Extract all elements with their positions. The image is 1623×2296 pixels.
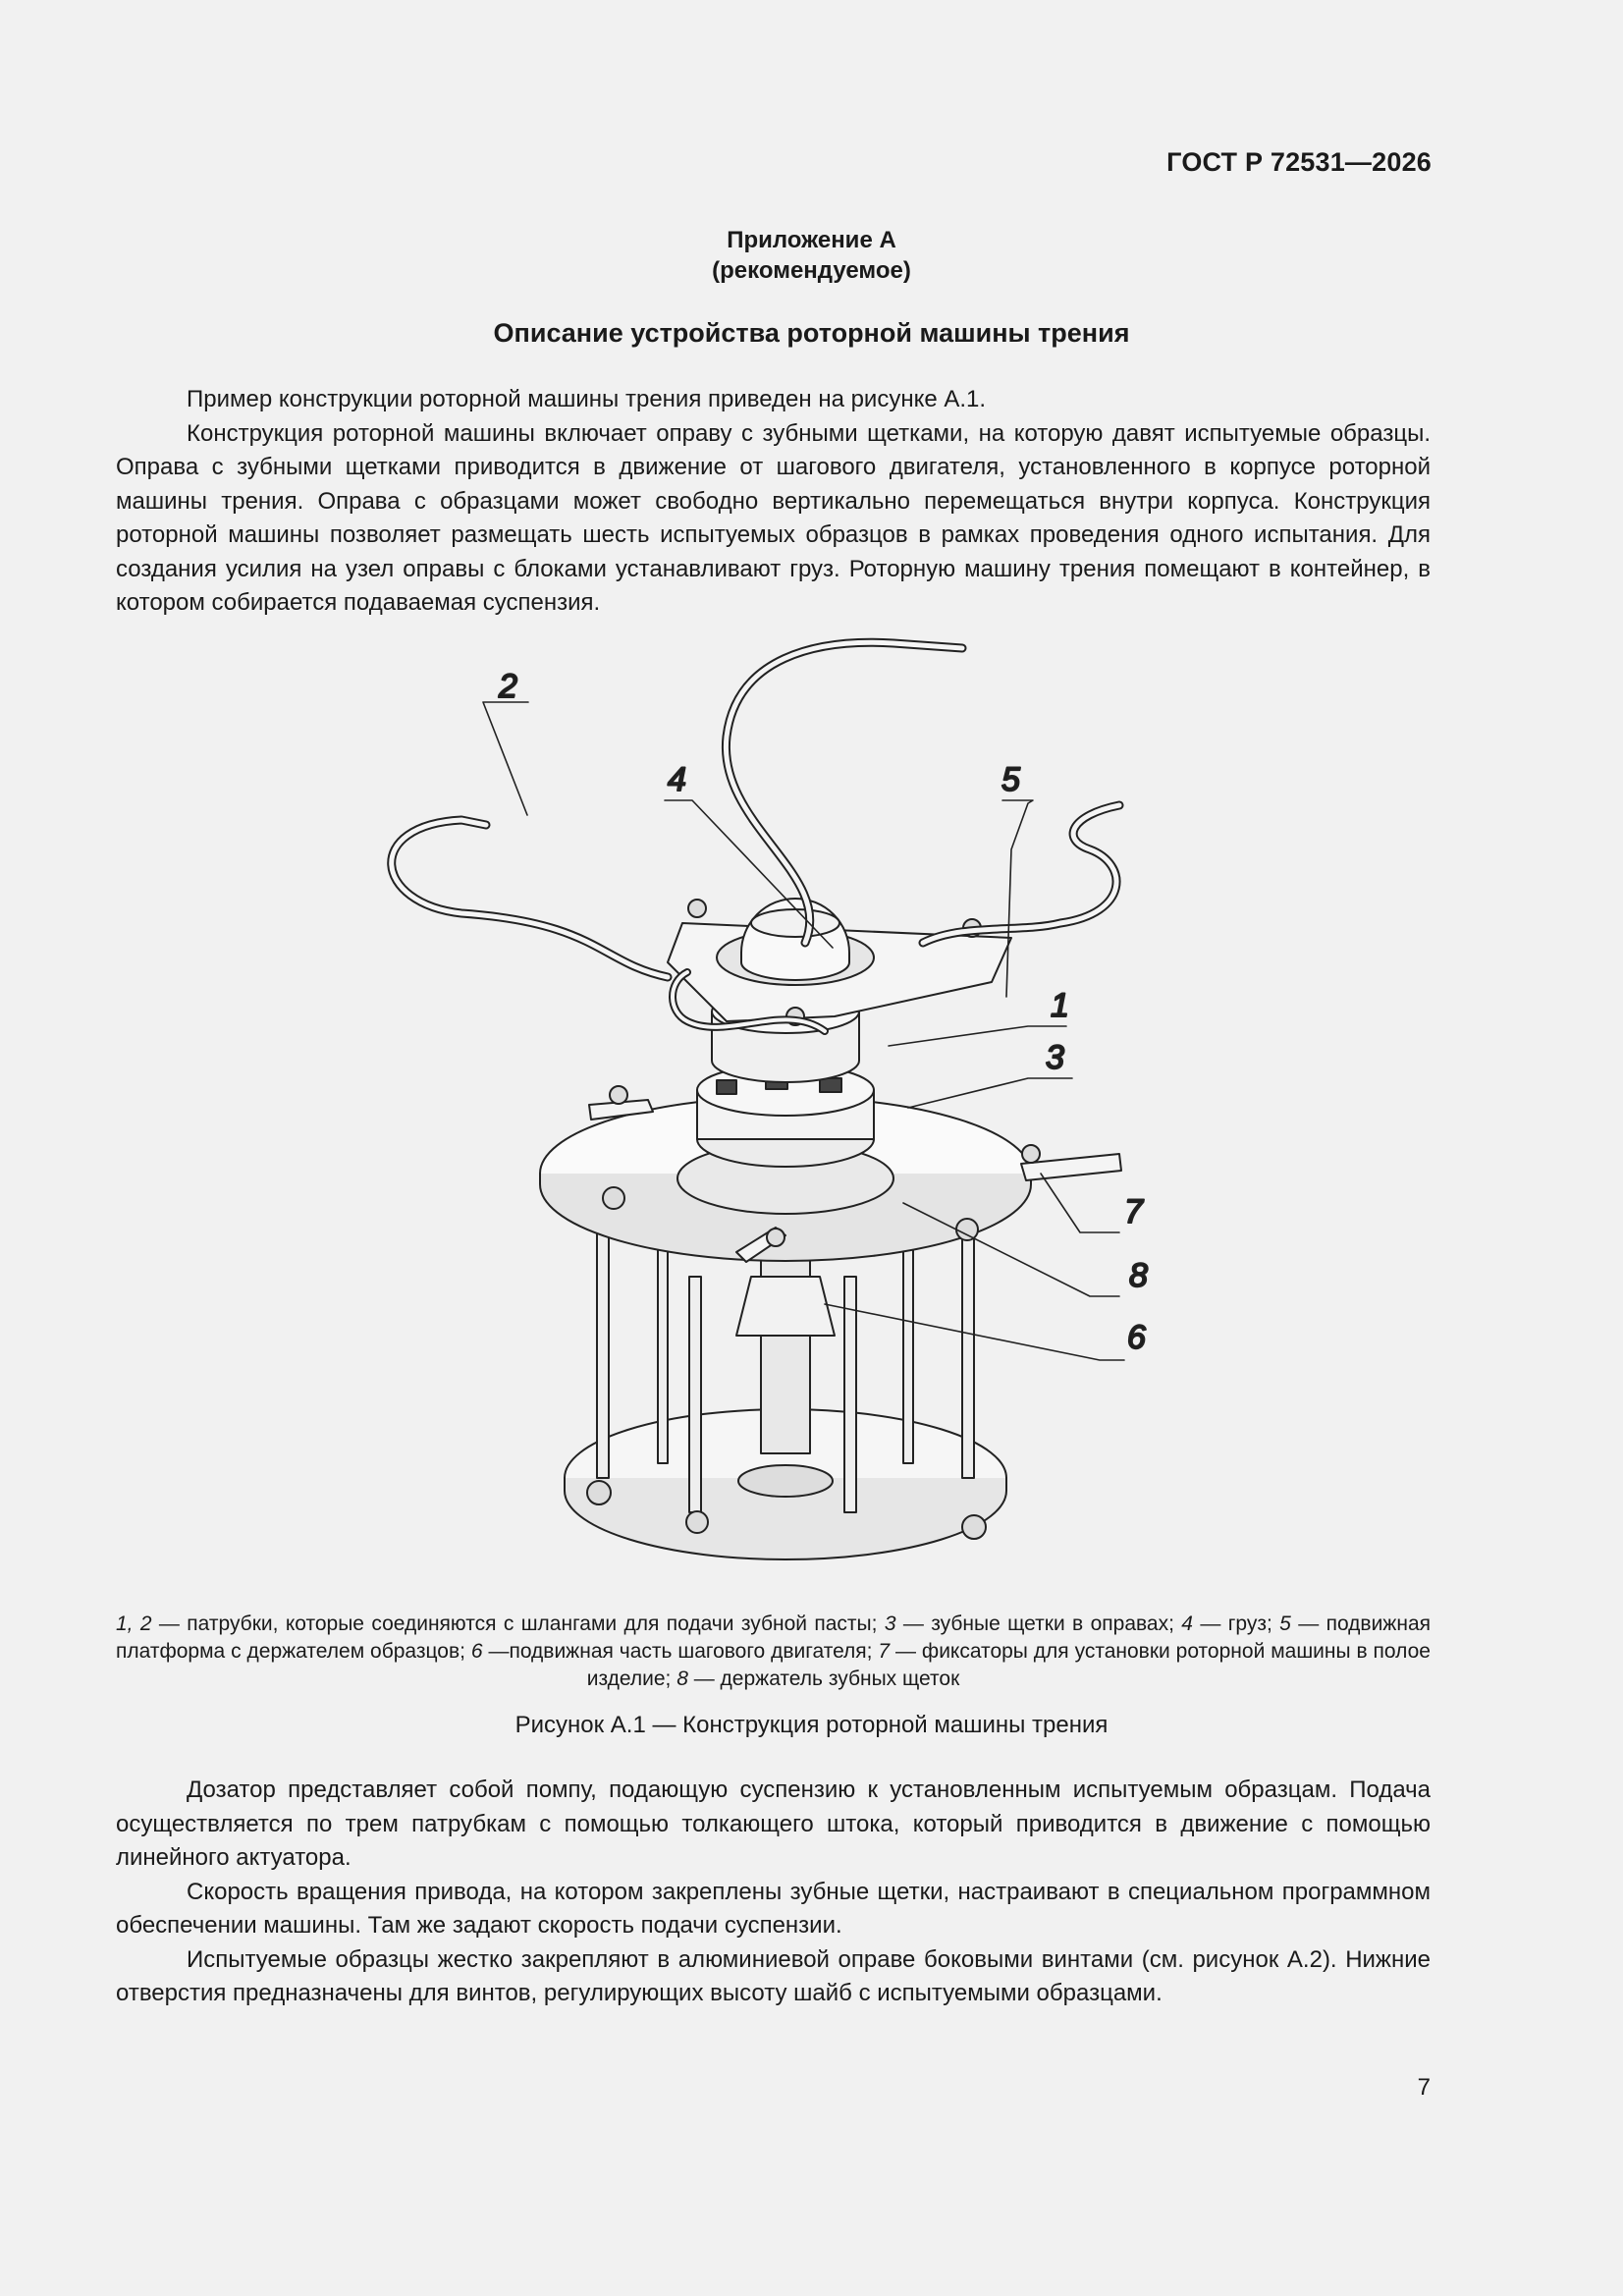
callout-6: 6 xyxy=(1127,1319,1146,1356)
base-plate-hole xyxy=(738,1465,833,1497)
document-title: Описание устройства роторной машины трения xyxy=(493,318,1130,348)
figure-legend: 1, 2 — патрубки, которые соединяются с шлангами для подачи зубной пасты; 3 — зубные щетки в оправах; 4 — груз; 5 — подвижная платформа с держателем образцов; 6 —подвижная часть шагового двигателя; 7 — фиксаторы для установки роторной машины в полое изделие; 8 — держатель зубных щеток xyxy=(116,1613,1431,1690)
figure-caption: Рисунок А.1 — Конструкция роторной машины трения xyxy=(514,1712,1109,1738)
paragraph: Пример конструкции роторной машины трения приведен на рисунке А.1. xyxy=(187,386,987,412)
callout-1: 1 xyxy=(1051,987,1069,1024)
paragraph: Конструкция роторной машины включает оправу с зубными щетками, на которую давят испытуемые образцы. Оправа с зубными щетками приводится в движение от шагового двигателя, установленного в корпусе роторной машины трения. Оправа с образцами может свободно вертикально перемещаться внутри корпуса. Конструкция роторной машины позволяет размещать шесть испытуемых образцов в рамках проведения одного испытания. Для создания усилия на узел оправы с блоками устанавливают груз. Роторную машину трения помещают в контейнер, в котором собирается подаваемая суспензия. xyxy=(116,419,1431,616)
callout-4: 4 xyxy=(668,761,686,798)
annex-title: Приложение А xyxy=(727,227,896,253)
standard-number: ГОСТ Р 72531—2026 xyxy=(1166,147,1432,177)
hose-right xyxy=(923,805,1119,943)
paragraph: Скорость вращения привода, на котором закреплены зубные щетки, настраивают в специальном программном обеспечении машины. Там же задают скорость подачи суспензии. xyxy=(116,1878,1431,1939)
figure-rotary-friction-machine xyxy=(373,629,1217,1591)
callout-5: 5 xyxy=(1001,761,1020,798)
intro-text xyxy=(116,383,1431,621)
callout-7: 7 xyxy=(1124,1193,1143,1230)
machine-drawing xyxy=(373,629,1217,1591)
callout-8: 8 xyxy=(1129,1257,1148,1294)
weight-top xyxy=(751,909,839,937)
annex-subtitle: (рекомендуемое) xyxy=(712,257,911,284)
hose-top xyxy=(726,642,962,943)
motor-housing xyxy=(736,1277,835,1336)
callout-3: 3 xyxy=(1046,1039,1064,1076)
paragraph: Испытуемые образцы жестко закрепляют в алюминиевой оправе боковыми винтами (см. рисунок А.2). Нижние отверстия предназначены для винтов, регулирующих высоту шайб с испытуемыми образцами. xyxy=(116,1945,1431,2006)
paragraph: Дозатор представляет собой помпу, подающую суспензию к установленным испытуемым образцам. Подача осуществляется по трем патрубкам с помощью толкающего штока, который приводится в движение с помощью линейного актуатора. xyxy=(116,1777,1431,1871)
page-number: 7 xyxy=(1417,2074,1431,2101)
hose-2 xyxy=(392,820,668,977)
outro-text xyxy=(116,1774,1431,2011)
callout-2: 2 xyxy=(499,668,517,705)
